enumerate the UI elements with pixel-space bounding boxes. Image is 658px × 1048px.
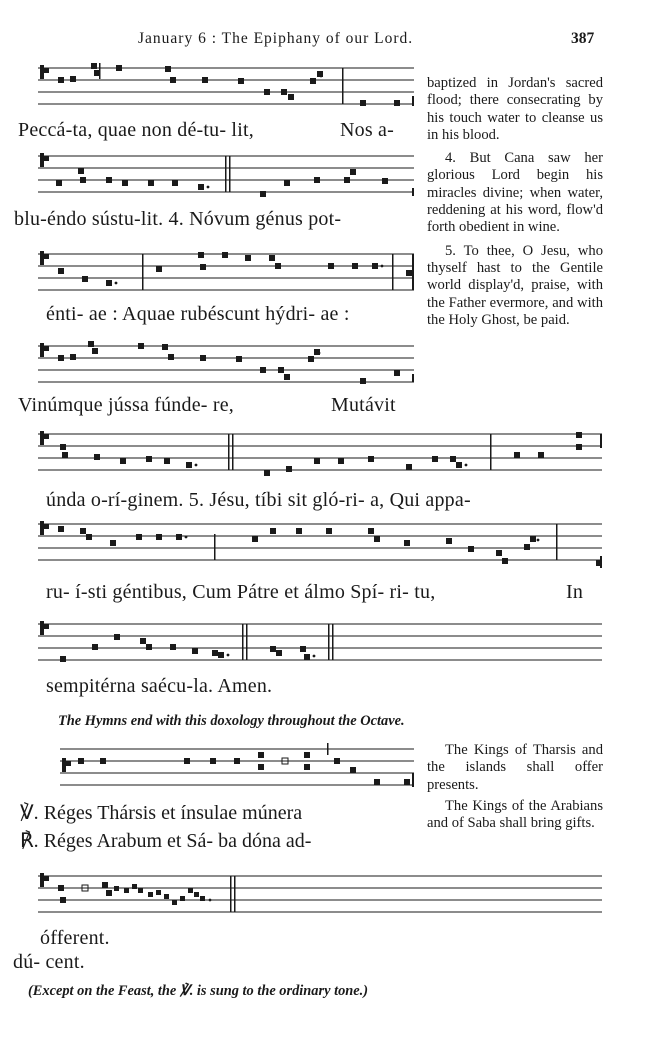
music-staff-6 — [38, 518, 604, 578]
lyric-line-1b: Nos a- — [340, 119, 394, 141]
lyric-line-4a: Vinúmque jússa fúnde- re, — [18, 394, 234, 416]
versicle-translation-r: The Kings of the Arabians and of Saba shall bring gifts. — [427, 797, 603, 832]
lyric-line-6a: ru- í-sti géntibus, Cum Pátre et álmo Spí- ri- tu, — [46, 581, 436, 603]
response-text: Réges Arabum et Sá- ba dóna ad- — [43, 830, 312, 852]
translation-paragraph-1: baptized in Jordan's sacred flood; there consecrating by his touch water to cleanse us in his blood. — [427, 75, 603, 143]
translation-paragraph-2: 4. But Cana saw her glorious Lord begin his miracles divine; when water, reddening at his word, flow'd forth obedient in wine. — [427, 150, 603, 236]
lyric-line-3: énti- ae : Aquae rubéscunt hýdri- ae : — [46, 303, 350, 325]
music-staff-1 — [38, 62, 416, 112]
lyric-line-7: sempitérna saécu-la. Amen. — [46, 675, 273, 697]
lyric-line-5: únda o-rí-ginem. 5. Jésu, tíbi sit gló-ri- a, Qui appa- — [46, 489, 471, 511]
versicle-translation — [427, 742, 603, 832]
lyric-line-2: blu-éndo sústu-lit. 4. Nóvum génus pot- — [14, 208, 342, 230]
versicle-symbol: ℣. — [20, 802, 39, 824]
music-staff-versicle — [60, 743, 416, 795]
music-staff-7 — [38, 618, 604, 672]
music-staff-final — [38, 870, 604, 922]
lyric-line-4b: Mutávit — [331, 394, 396, 416]
final-lyric-1: ófferent. — [40, 927, 110, 949]
response-symbol: ℟. — [20, 830, 39, 852]
page-number: 387 — [571, 30, 595, 47]
response-line — [20, 828, 311, 853]
music-staff-2 — [38, 150, 416, 200]
translation-paragraph-3: 5. To thee, O Jesu, who thyself hast to the Gentile world display'd, praise, with the Father evermore, and with the Holy Ghost, be paid. — [427, 242, 603, 328]
versicle-translation-v: The Kings of Tharsis and the islands shall offer presents. — [427, 742, 603, 793]
running-head: January 6 : The Epiphany of our Lord. — [138, 30, 414, 47]
lyric-line-6b: In — [566, 581, 584, 603]
translation-column — [427, 75, 603, 329]
page-header — [0, 30, 658, 54]
music-staff-5 — [38, 428, 604, 478]
lyric-line-1a: Peccá-ta, quae non dé-tu- lit, — [18, 119, 254, 141]
final-lyric-2: dú- cent. — [13, 951, 85, 973]
versicle-line — [20, 800, 302, 825]
rubric-ordinary-tone: (Except on the Feast, the ℣. is sung to the ordinary tone.) — [28, 983, 369, 999]
versicle-text: Réges Thársis et ínsulae múnera — [43, 802, 303, 824]
music-staff-4 — [38, 340, 416, 390]
music-staff-3 — [38, 248, 416, 298]
rubric-doxology: The Hymns end with this doxology throughout the Octave. — [58, 713, 405, 729]
